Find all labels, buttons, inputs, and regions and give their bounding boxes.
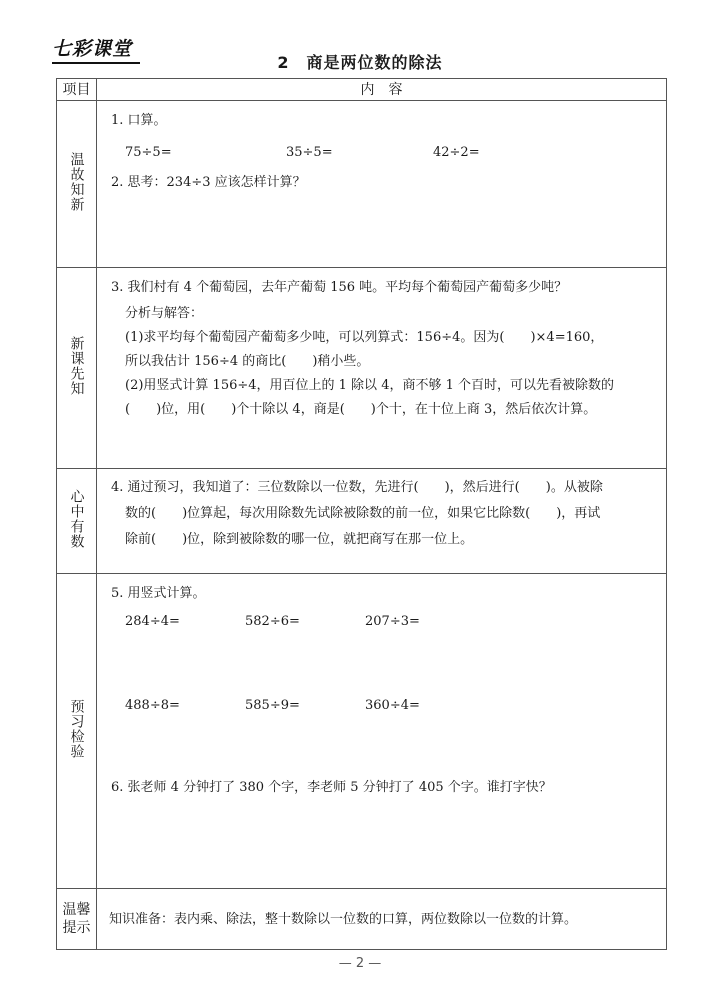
analysis-part1-line2: 所以我估计 156÷4 的商比( )稍小些。 [125, 354, 370, 369]
question-3: 3. 我们村有 4 个葡萄园，去年产葡萄 156 吨。平均每个葡萄园产葡萄多少吨？ [111, 280, 568, 295]
mental-math-item: 42÷2= [433, 145, 480, 160]
analysis-part2-line1: (2)用竖式计算 156÷4，用百位上的 1 除以 4，商不够 1 个百时，可以先看被除数的 [125, 378, 614, 393]
vertical-calc-row-1 [125, 610, 656, 634]
worksheet-table [56, 78, 667, 950]
vertical-calc-item: 207÷3= [365, 614, 420, 629]
section-label-new [57, 268, 97, 469]
page-number: — 2 — [338, 956, 382, 971]
section-label-check-text: 预习检验 [68, 698, 85, 759]
summary-line-1: 4. 通过预习，我知道了：三位数除以一位数，先进行( )，然后进行( )。从被除 [111, 480, 603, 495]
section-label-summary [57, 469, 97, 574]
question-6: 6. 张老师 4 分钟打了 380 个字，李老师 5 分钟打了 405 个字。谁打字快？ [111, 780, 552, 795]
section-check [57, 574, 667, 889]
section-content-new [97, 268, 667, 469]
mental-math-item: 35÷5= [286, 145, 333, 160]
section-label-new-text: 新课先知 [68, 335, 85, 396]
section-summary [57, 469, 667, 574]
column-header-item: 项目 [57, 79, 97, 101]
section-label-tips-line2: 提示 [62, 920, 91, 936]
question-2: 2. 思考：234÷3 应该怎样计算？ [111, 175, 306, 190]
analysis-part1-line1: (1)求平均每个葡萄园产葡萄多少吨，可以列算式：156÷4。因为( )×4=160， [125, 330, 604, 345]
vertical-calc-item: 585÷9= [245, 698, 300, 713]
section-label-review-text: 温故知新 [68, 151, 85, 212]
vertical-calc-item: 360÷4= [365, 698, 420, 713]
section-content-check [97, 574, 667, 889]
mental-math-item: 75÷5= [125, 145, 172, 160]
vertical-calc-item: 582÷6= [245, 614, 300, 629]
mental-math-row [125, 141, 656, 165]
analysis-part2-line2: ( )位，用( )个十除以 4，商是( )个十，在十位上商 3，然后依次计算。 [125, 402, 597, 417]
section-label-check [57, 574, 97, 889]
vertical-calc-item: 488÷8= [125, 698, 180, 713]
logo-text: 七彩课堂 [52, 38, 133, 60]
tips-text: 知识准备：表内乘、除法，整十数除以一位数的口算，两位数除以一位数的计算。 [109, 912, 578, 927]
table-header-row [57, 79, 667, 101]
section-tips [57, 889, 667, 950]
summary-line-2: 数的( )位算起，每次用除数先试除被除数的前一位，如果它比除数( )，再试 [125, 506, 601, 521]
section-review [57, 101, 667, 268]
vertical-calc-item: 284÷4= [125, 614, 180, 629]
vertical-calc-row-2 [125, 694, 656, 718]
question-5: 5. 用竖式计算。 [111, 586, 206, 601]
summary-line-3: 除前( )位，除到被除数的哪一位，就把商写在那一位上。 [125, 532, 474, 547]
section-label-tips-line1: 温馨 [62, 902, 91, 918]
section-label-tips [57, 889, 97, 950]
question-1: 1. 口算。 [111, 113, 167, 128]
section-label-summary-text: 心中有数 [68, 488, 85, 549]
analysis-label: 分析与解答： [125, 306, 204, 321]
section-content-summary [97, 469, 667, 574]
column-header-content: 内 容 [97, 79, 667, 101]
section-content-review [97, 101, 667, 268]
section-new [57, 268, 667, 469]
section-label-review [57, 101, 97, 268]
page-title: 2 商是两位数的除法 [277, 53, 443, 72]
section-content-tips [97, 889, 667, 950]
